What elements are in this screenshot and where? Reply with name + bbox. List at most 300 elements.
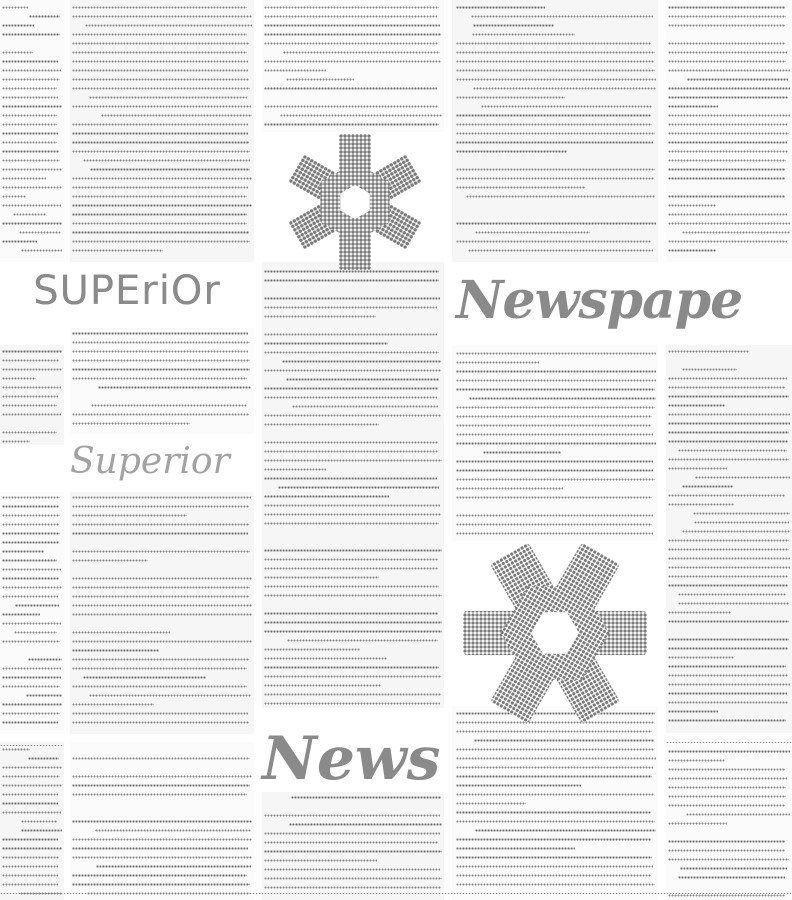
text-line bbox=[456, 42, 651, 45]
text-line bbox=[264, 123, 439, 126]
text-line bbox=[668, 150, 788, 153]
text-line bbox=[72, 577, 252, 580]
text-line bbox=[456, 424, 651, 427]
text-line bbox=[2, 676, 61, 679]
text-line bbox=[264, 585, 439, 588]
text-line bbox=[264, 549, 442, 552]
text-line bbox=[668, 6, 785, 9]
text-line bbox=[286, 378, 439, 381]
text-line bbox=[72, 249, 163, 252]
text-line bbox=[264, 841, 438, 844]
text-line bbox=[286, 78, 354, 81]
text-line bbox=[14, 631, 57, 634]
text-line bbox=[686, 813, 790, 816]
text-line bbox=[2, 87, 57, 90]
text-line bbox=[668, 15, 786, 18]
text-line bbox=[668, 566, 790, 569]
text-line bbox=[456, 168, 655, 171]
text-line bbox=[72, 33, 247, 36]
text-line bbox=[668, 503, 734, 506]
text-line bbox=[456, 838, 651, 841]
text-line bbox=[72, 78, 249, 81]
text-line bbox=[264, 105, 438, 108]
text-line bbox=[72, 631, 170, 634]
text-line bbox=[2, 622, 61, 625]
text-line bbox=[668, 422, 790, 425]
text-line bbox=[456, 415, 652, 418]
text-line bbox=[475, 231, 590, 234]
text-line bbox=[668, 638, 789, 641]
text-line bbox=[472, 33, 575, 36]
text-line bbox=[2, 69, 61, 72]
headline-news: News bbox=[262, 724, 441, 794]
text-line bbox=[456, 478, 655, 481]
text-line bbox=[264, 477, 437, 480]
text-line bbox=[456, 523, 652, 526]
text-line bbox=[72, 784, 250, 787]
text-line bbox=[456, 496, 652, 499]
text-line bbox=[264, 693, 441, 696]
text-line bbox=[72, 422, 190, 425]
divider bbox=[0, 893, 792, 894]
text-line bbox=[72, 123, 248, 126]
text-line bbox=[680, 867, 787, 870]
text-line bbox=[72, 721, 249, 724]
text-line bbox=[678, 449, 787, 452]
text-line bbox=[2, 532, 60, 535]
text-line bbox=[668, 123, 787, 126]
text-line bbox=[2, 60, 58, 63]
text-line bbox=[668, 750, 790, 753]
text-line bbox=[264, 342, 388, 345]
text-line bbox=[456, 766, 653, 769]
text-line bbox=[668, 87, 790, 90]
text-line bbox=[264, 42, 438, 45]
text-line bbox=[475, 829, 656, 832]
text-line bbox=[456, 514, 653, 517]
text-line bbox=[278, 486, 439, 489]
text-line bbox=[72, 150, 250, 153]
text-line bbox=[2, 177, 46, 180]
text-line bbox=[264, 33, 441, 36]
text-line bbox=[456, 442, 656, 445]
text-line bbox=[471, 15, 653, 18]
text-line bbox=[668, 458, 789, 461]
text-line bbox=[264, 630, 442, 633]
text-line bbox=[72, 332, 248, 335]
text-line bbox=[456, 78, 656, 81]
text-line bbox=[2, 159, 60, 162]
text-line bbox=[72, 496, 251, 499]
text-line bbox=[668, 701, 788, 704]
text-line bbox=[456, 784, 581, 787]
text-line bbox=[72, 231, 249, 234]
text-line bbox=[668, 395, 789, 398]
text-line bbox=[264, 396, 437, 399]
text-line bbox=[456, 150, 567, 153]
text-line bbox=[682, 530, 790, 533]
text-line bbox=[21, 829, 62, 832]
text-line bbox=[264, 513, 441, 516]
text-line bbox=[668, 557, 790, 560]
text-line bbox=[668, 840, 785, 843]
text-line bbox=[2, 811, 61, 814]
text-line bbox=[264, 24, 440, 27]
text-line bbox=[2, 413, 61, 416]
text-line bbox=[2, 613, 40, 616]
text-line bbox=[456, 123, 652, 126]
text-line bbox=[2, 496, 60, 499]
text-line bbox=[72, 703, 154, 706]
text-line bbox=[2, 368, 62, 371]
text-line bbox=[456, 96, 565, 99]
text-line bbox=[668, 759, 725, 762]
text-line bbox=[456, 60, 654, 63]
text-line bbox=[72, 413, 249, 416]
text-line bbox=[456, 240, 651, 243]
text-line bbox=[264, 868, 440, 871]
text-line bbox=[280, 114, 442, 117]
text-line bbox=[264, 69, 326, 72]
flower-icon bbox=[285, 132, 425, 272]
text-line bbox=[72, 222, 247, 225]
text-line bbox=[264, 859, 377, 862]
text-line bbox=[2, 766, 62, 769]
text-line bbox=[72, 195, 247, 198]
text-line bbox=[456, 352, 656, 355]
text-line bbox=[2, 775, 60, 778]
column-cell bbox=[262, 792, 444, 900]
text-line bbox=[2, 168, 62, 171]
text-line bbox=[264, 675, 441, 678]
text-line bbox=[682, 368, 737, 371]
text-line bbox=[483, 451, 561, 454]
text-line bbox=[264, 306, 437, 309]
text-line bbox=[2, 586, 62, 589]
text-line bbox=[72, 505, 249, 508]
text-line bbox=[21, 820, 57, 823]
text-line bbox=[2, 703, 62, 706]
text-line bbox=[72, 186, 248, 189]
text-line bbox=[456, 811, 651, 814]
divider bbox=[0, 745, 64, 746]
text-line bbox=[2, 667, 61, 670]
text-line bbox=[2, 440, 30, 443]
text-line bbox=[2, 114, 57, 117]
text-line bbox=[2, 685, 60, 688]
text-line bbox=[29, 15, 60, 18]
text-line bbox=[72, 204, 252, 207]
text-line bbox=[72, 685, 247, 688]
text-line bbox=[2, 105, 62, 108]
text-line bbox=[72, 658, 249, 661]
text-line bbox=[668, 42, 785, 45]
text-line bbox=[91, 404, 247, 407]
text-line bbox=[21, 249, 62, 252]
text-line bbox=[2, 24, 34, 27]
text-line bbox=[264, 504, 440, 507]
text-line bbox=[456, 757, 656, 760]
text-line bbox=[72, 550, 250, 553]
text-line bbox=[72, 177, 252, 180]
text-line bbox=[72, 604, 252, 607]
divider bbox=[666, 742, 792, 743]
text-line bbox=[72, 60, 248, 63]
text-line bbox=[668, 222, 790, 225]
text-line bbox=[668, 213, 787, 216]
text-line bbox=[291, 796, 441, 799]
text-line bbox=[72, 559, 148, 562]
text-line bbox=[264, 684, 381, 687]
text-line bbox=[456, 730, 652, 733]
text-line bbox=[474, 739, 654, 742]
text-line bbox=[264, 886, 441, 889]
flower-icon bbox=[460, 538, 650, 728]
text-line bbox=[28, 757, 59, 760]
text-line bbox=[264, 60, 441, 63]
text-line bbox=[83, 676, 206, 679]
text-line bbox=[2, 431, 57, 434]
text-line bbox=[668, 611, 731, 614]
text-line bbox=[456, 69, 655, 72]
text-line bbox=[264, 387, 438, 390]
text-line bbox=[668, 177, 785, 180]
text-line bbox=[72, 42, 249, 45]
text-line bbox=[2, 96, 58, 99]
text-line bbox=[456, 802, 526, 805]
text-line bbox=[264, 333, 437, 336]
text-line bbox=[2, 874, 58, 877]
text-line bbox=[2, 514, 60, 517]
text-line bbox=[456, 856, 652, 859]
text-line bbox=[264, 315, 376, 318]
text-line bbox=[2, 856, 59, 859]
text-line bbox=[19, 231, 61, 234]
text-line bbox=[264, 423, 379, 426]
text-line bbox=[456, 487, 563, 490]
text-line bbox=[2, 204, 61, 207]
text-line bbox=[72, 240, 250, 243]
text-line bbox=[264, 87, 437, 90]
text-line bbox=[15, 604, 59, 607]
text-line bbox=[682, 231, 790, 234]
text-line bbox=[668, 132, 789, 135]
text-line bbox=[2, 748, 30, 751]
text-line bbox=[72, 820, 252, 823]
text-line bbox=[473, 87, 656, 90]
text-line bbox=[668, 96, 788, 99]
text-line bbox=[72, 377, 247, 380]
text-line bbox=[2, 793, 58, 796]
text-line bbox=[264, 621, 442, 624]
text-line bbox=[72, 874, 247, 877]
text-line bbox=[72, 6, 247, 9]
text-line bbox=[72, 856, 252, 859]
text-line bbox=[2, 78, 60, 81]
text-line bbox=[668, 548, 789, 551]
text-line bbox=[2, 33, 60, 36]
text-line bbox=[456, 532, 653, 535]
text-line bbox=[456, 847, 575, 850]
text-line bbox=[456, 222, 656, 225]
text-line bbox=[2, 141, 57, 144]
text-line bbox=[668, 105, 718, 108]
text-line bbox=[264, 657, 387, 660]
text-line bbox=[668, 204, 716, 207]
text-line bbox=[264, 495, 389, 498]
text-line bbox=[264, 297, 440, 300]
text-line bbox=[456, 186, 585, 189]
text-line bbox=[264, 567, 438, 570]
text-line bbox=[693, 512, 790, 515]
text-line bbox=[2, 51, 33, 54]
headline-superior-script: Superior bbox=[70, 441, 230, 482]
text-line bbox=[456, 460, 653, 463]
text-line bbox=[695, 476, 790, 479]
text-line bbox=[264, 702, 440, 705]
text-line bbox=[28, 658, 62, 661]
text-line bbox=[72, 15, 252, 18]
text-line bbox=[264, 279, 439, 282]
text-line bbox=[668, 195, 785, 198]
text-line bbox=[2, 847, 62, 850]
text-line bbox=[2, 550, 44, 553]
text-line bbox=[668, 377, 787, 380]
text-line bbox=[72, 883, 250, 886]
text-line bbox=[72, 613, 252, 616]
text-line bbox=[668, 849, 785, 852]
text-line bbox=[668, 786, 786, 789]
text-line bbox=[668, 386, 785, 389]
text-line bbox=[282, 360, 441, 363]
text-line bbox=[2, 6, 28, 9]
text-line bbox=[668, 413, 790, 416]
text-line bbox=[668, 584, 788, 587]
text-line bbox=[72, 595, 249, 598]
text-line bbox=[668, 114, 790, 117]
text-line bbox=[2, 186, 62, 189]
text-line bbox=[668, 141, 787, 144]
text-line bbox=[72, 368, 250, 371]
text-line bbox=[481, 105, 652, 108]
text-line bbox=[668, 159, 786, 162]
text-line bbox=[2, 640, 60, 643]
text-line bbox=[264, 351, 439, 354]
text-line bbox=[668, 656, 734, 659]
text-line bbox=[668, 795, 786, 798]
text-line bbox=[72, 69, 248, 72]
text-line bbox=[456, 748, 654, 751]
text-line bbox=[2, 568, 61, 571]
text-line bbox=[72, 667, 247, 670]
text-line bbox=[264, 6, 439, 9]
text-line bbox=[668, 710, 718, 713]
text-line bbox=[2, 359, 59, 362]
text-line bbox=[264, 522, 439, 525]
text-line bbox=[72, 132, 248, 135]
text-line bbox=[72, 359, 250, 362]
text-line bbox=[668, 575, 788, 578]
text-line bbox=[287, 639, 438, 642]
text-line bbox=[264, 576, 379, 579]
text-line bbox=[456, 865, 653, 868]
text-line bbox=[668, 60, 786, 63]
text-line bbox=[83, 159, 250, 162]
text-line bbox=[456, 379, 656, 382]
text-line bbox=[668, 620, 789, 623]
text-line bbox=[469, 397, 656, 400]
text-line bbox=[2, 595, 58, 598]
text-line bbox=[456, 469, 653, 472]
text-line bbox=[668, 822, 727, 825]
text-line bbox=[2, 377, 36, 380]
text-line bbox=[668, 683, 790, 686]
text-line bbox=[668, 404, 725, 407]
text-line bbox=[264, 648, 360, 651]
text-line bbox=[2, 541, 59, 544]
text-line bbox=[264, 832, 440, 835]
text-line bbox=[456, 883, 655, 886]
text-line bbox=[72, 532, 248, 535]
text-line bbox=[26, 694, 62, 697]
text-line bbox=[2, 838, 58, 841]
text-line bbox=[289, 823, 442, 826]
text-line bbox=[2, 523, 59, 526]
text-line bbox=[264, 441, 438, 444]
text-line bbox=[72, 712, 248, 715]
text-line bbox=[2, 132, 58, 135]
text-line bbox=[89, 96, 247, 99]
text-line bbox=[668, 168, 785, 171]
text-line bbox=[456, 874, 651, 877]
text-line bbox=[473, 24, 554, 27]
text-line bbox=[668, 768, 785, 771]
text-line bbox=[678, 876, 785, 879]
text-line bbox=[264, 369, 441, 372]
text-line bbox=[72, 793, 247, 796]
text-line bbox=[264, 814, 440, 817]
text-line bbox=[264, 15, 437, 18]
text-line bbox=[668, 440, 788, 443]
text-line bbox=[456, 141, 653, 144]
text-line bbox=[456, 51, 655, 54]
text-line bbox=[72, 847, 248, 850]
text-line bbox=[72, 649, 159, 652]
text-line bbox=[2, 123, 57, 126]
text-line bbox=[90, 168, 250, 171]
text-line bbox=[668, 431, 789, 434]
text-line bbox=[264, 459, 442, 462]
text-line bbox=[2, 505, 59, 508]
text-line bbox=[85, 24, 252, 27]
text-line bbox=[2, 195, 26, 198]
text-line bbox=[292, 405, 438, 408]
text-line bbox=[694, 521, 789, 524]
text-line bbox=[72, 141, 249, 144]
text-line bbox=[668, 777, 787, 780]
text-line bbox=[72, 757, 250, 760]
headline-superior-block: SUPEriOr bbox=[0, 268, 254, 314]
text-line bbox=[13, 213, 46, 216]
text-line bbox=[456, 114, 651, 117]
text-line bbox=[678, 602, 789, 605]
text-line bbox=[2, 559, 57, 562]
text-line bbox=[668, 894, 785, 897]
text-line bbox=[668, 51, 787, 54]
text-line bbox=[72, 341, 250, 344]
text-line bbox=[2, 712, 60, 715]
headline-newspape: Newspape bbox=[456, 270, 743, 331]
